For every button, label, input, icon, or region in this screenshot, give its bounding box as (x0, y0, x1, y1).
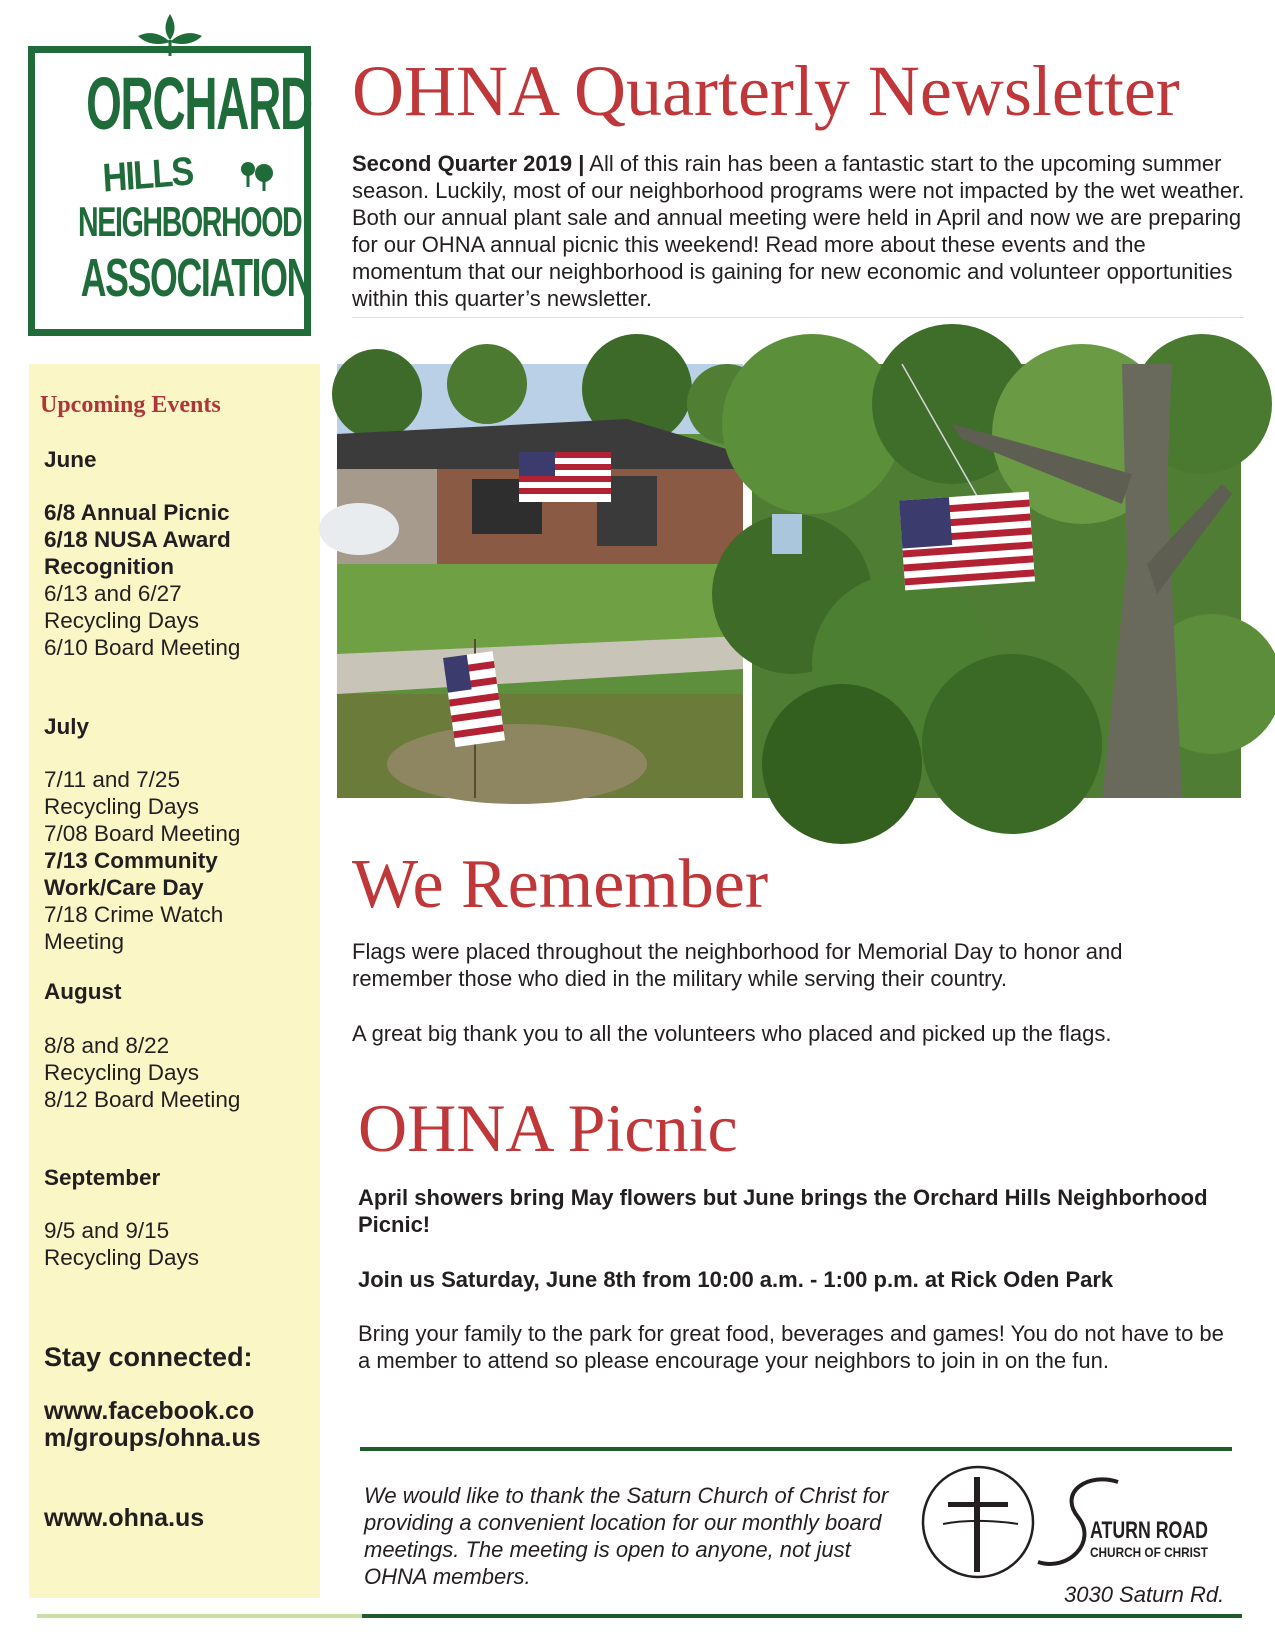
church-thanks-note: We would like to thank the Saturn Church of Christ for providing a convenient location for our monthly board meetings. The meeting is open to anyone, not just OHNA members. (364, 1483, 889, 1589)
remember-paragraph: Flags were placed throughout the neighborhood for Memorial Day to honor and remember those who died in the military while serving their country. (352, 939, 1123, 991)
divider (360, 1447, 1232, 1451)
event-item: 7/13 Community Work/Care Day (44, 848, 218, 900)
event-list-june (44, 499, 314, 661)
event-item: 9/5 and 9/15 Recycling Days (44, 1218, 200, 1270)
facebook-link[interactable]: www.facebook.com/groups/ohna.us (44, 1397, 261, 1452)
photo-house-with-flag (337, 364, 743, 798)
event-item: 7/18 Crime Watch Meeting (44, 902, 224, 954)
event-item: 6/18 NUSA Award Recognition (44, 527, 231, 579)
picnic-description: Bring your family to the park for great food, beverages and games! You do not have to be a member to attend so please encourage your neighbors to join in on the fun. (358, 1321, 1224, 1373)
divider (352, 317, 1244, 318)
picnic-heading: OHNA Picnic (358, 1090, 738, 1166)
church-address: 3030 Saturn Rd. (1064, 1582, 1225, 1607)
we-remember-heading: We Remember (352, 846, 769, 923)
event-item: 8/8 and 8/22 Recycling Days (44, 1033, 200, 1085)
event-item: 7/08 Board Meeting (44, 821, 241, 846)
logo-text-orchard: ORCHARD (86, 62, 312, 145)
logo-text-association: ASSOCIATION (80, 248, 312, 308)
church-name-line2: CHURCH OF CHRIST (1090, 1544, 1209, 1560)
logo-text-hills: HILLS (101, 149, 194, 201)
event-item: 7/11 and 7/25 Recycling Days (44, 767, 200, 819)
picnic-intro: April showers bring May flowers but June brings the Orchard Hills Neighborhood Picnic! (358, 1185, 1208, 1237)
event-item: 6/13 and 6/27 Recycling Days (44, 581, 200, 633)
upcoming-events-heading: Upcoming Events (40, 392, 221, 418)
ohna-logo (28, 46, 311, 336)
event-item: 6/8 Annual Picnic (44, 500, 230, 525)
month-august: August (44, 979, 122, 1004)
event-list-august (44, 1032, 314, 1113)
leaf-icon (130, 10, 210, 58)
intro-text: All of this rain has been a fantastic start to the upcoming summer season. Luckily, most of our neighborhood programs were not impacted by the wet weather. Both our annual plant sale and annual meeting were held in April and now we are preparing for our OHNA annual picnic this weekend! Read more about these events and the momentum that our neighborhood is gaining for new economic and volunteer opportunities within this quarter’s newsletter. (352, 151, 1245, 311)
month-september: September (44, 1165, 161, 1190)
logo-text-neighborhood: NEIGHBORHOOD (78, 198, 302, 245)
event-list-september (44, 1217, 314, 1271)
month-july: July (44, 714, 90, 739)
church-logo (918, 1462, 1218, 1582)
remember-thanks-paragraph: A great big thank you to all the volunteers who placed and picked up the flags. (352, 1021, 1112, 1046)
event-list-july (44, 766, 314, 955)
church-name-line1: ATURN ROAD (1090, 1517, 1208, 1544)
month-june: June (44, 447, 97, 472)
newsletter-title: OHNA Quarterly Newsletter (352, 51, 1180, 131)
event-item: 6/10 Board Meeting (44, 635, 241, 660)
event-item: 8/12 Board Meeting (44, 1087, 241, 1112)
picnic-details: Join us Saturday, June 8th from 10:00 a.m. - 1:00 p.m. at Rick Oden Park (358, 1267, 1114, 1292)
website-link[interactable]: www.ohna.us (44, 1504, 205, 1532)
stay-connected-heading: Stay connected: (44, 1342, 253, 1372)
intro-paragraph (352, 150, 1257, 312)
divider (37, 1614, 362, 1618)
intro-lead: Second Quarter 2019 | (352, 151, 585, 176)
photo-tree-with-flag (752, 364, 1241, 798)
divider (362, 1614, 1242, 1618)
